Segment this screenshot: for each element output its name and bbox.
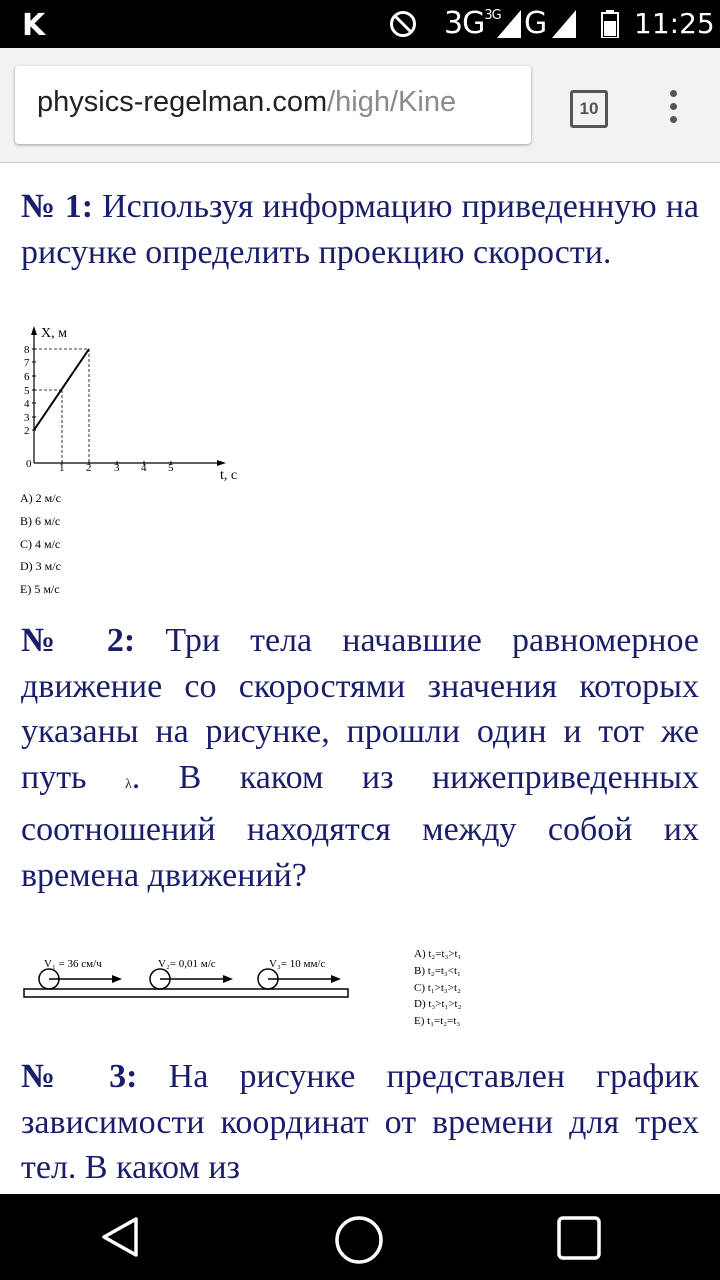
question-2-options — [414, 946, 461, 1030]
position-time-graph — [20, 325, 248, 485]
question-1-text: Используя информацию приведенную на рисунке определить проекцию скорости. — [21, 188, 699, 271]
question-2 — [21, 618, 699, 898]
answer-option: B) t₂=t₃<t₁ — [414, 964, 461, 977]
answer-option: E) 5 м/с — [20, 582, 60, 597]
moving-bodies-figure — [22, 953, 352, 1003]
y-tick-label: 8 — [24, 344, 30, 356]
y-tick-label: 4 — [24, 398, 30, 410]
answer-option: C) t₁>t₃>t₂ — [414, 981, 461, 994]
answer-option: D) t₃>t₁>t₂ — [414, 998, 462, 1011]
x-tick-label: 2 — [86, 462, 92, 474]
x-tick-label: 3 — [114, 462, 120, 474]
navigation-bar — [0, 1194, 720, 1280]
body-2 — [150, 958, 233, 989]
answer-option: A) 2 м/с — [20, 491, 61, 505]
answer-option: B) 6 м/с — [20, 513, 61, 528]
x-tick-label: 5 — [168, 462, 174, 474]
page-content — [0, 163, 720, 1194]
home-icon[interactable] — [334, 1215, 384, 1265]
network-type-2: G — [524, 6, 548, 41]
recents-icon[interactable] — [556, 1215, 602, 1261]
y-tick-label: 7 — [24, 357, 30, 369]
url-text[interactable]: physics-regelman.com/high/Kine — [37, 86, 457, 118]
tab-switcher-button[interactable]: 10 — [570, 90, 608, 128]
question-2-text: Три тела начавшие равномерное движение со скоростями значения которых указаны на рисунке, прошли один и тот же путь — [21, 622, 699, 796]
network-type: $3G^{3G}$ — [444, 6, 501, 41]
question-1-number: № 1: — [21, 188, 94, 225]
body-2-velocity: V₂= 0,01 м/с — [158, 958, 216, 970]
overflow-menu-icon[interactable] — [666, 90, 680, 128]
x-axis-label: t, с — [220, 468, 238, 483]
app-notification-icon: K — [22, 8, 46, 43]
y-axis-label: X, м — [41, 326, 67, 341]
track — [24, 989, 348, 997]
answer-option: C) 4 м/с — [20, 536, 61, 551]
y-tick-label: 5 — [24, 385, 30, 397]
body-3 — [258, 958, 341, 989]
x-tick-label: 4 — [141, 462, 147, 474]
body-1-velocity: V₁ = 36 см/ч — [44, 958, 102, 970]
y-axis-arrow — [31, 326, 37, 335]
battery-icon — [601, 10, 619, 38]
y-tick-label: 2 — [24, 425, 30, 437]
address-bar[interactable] — [15, 66, 531, 144]
question-1 — [21, 184, 699, 275]
question-3-number: № 3: — [21, 1058, 138, 1095]
signal-icon-2 — [552, 10, 576, 38]
x-tick-label: 1 — [59, 462, 65, 474]
do-not-disturb-icon — [389, 10, 417, 38]
x-axis-arrow — [217, 460, 226, 466]
clock: 11:25 — [634, 7, 715, 40]
back-icon[interactable] — [98, 1215, 142, 1259]
question-3-text: На рисунке представлен график зависимости координат от времени для трех тел. В каком из — [21, 1058, 700, 1186]
answer-option: D) 3 м/с — [20, 559, 61, 574]
question-2-number: № 2: — [21, 622, 136, 659]
browser-toolbar — [0, 48, 720, 163]
answer-option: A) t₂=t₃>t₁ — [414, 948, 462, 960]
status-bar — [0, 0, 720, 48]
question-3 — [21, 1054, 699, 1191]
answer-option: E) t₁=t₂=t₃ — [414, 1015, 461, 1028]
y-tick-label: 6 — [24, 371, 30, 383]
question-2-text-end: . В каком из нижеприведенных соотношений находятся между собой их времена движений? — [21, 758, 699, 894]
origin-label: 0 — [26, 458, 32, 470]
signal-icon — [497, 10, 521, 38]
body-3-velocity: V₃= 10 мм/с — [269, 958, 326, 970]
path-symbol: λ — [124, 776, 132, 792]
y-tick-label: 3 — [24, 412, 30, 424]
guide-lines — [34, 349, 89, 463]
body-1 — [39, 958, 122, 989]
question-1-options — [20, 487, 61, 601]
position-line — [34, 349, 89, 430]
